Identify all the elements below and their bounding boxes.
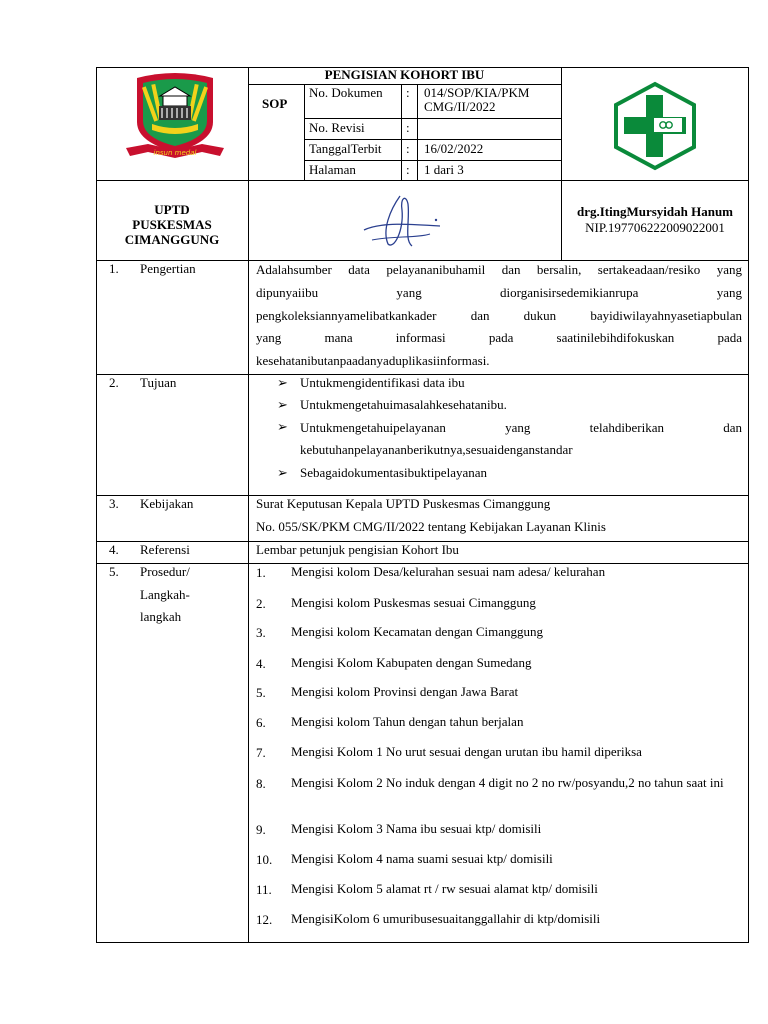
step-text: Mengisi kolom Desa/kelurahan sesuai nam adesa/ kelurahan <box>291 564 606 579</box>
puskesmas-logo-icon <box>612 81 698 171</box>
colon-col-left <box>401 84 402 180</box>
bullet-arrow-icon: ➢ <box>277 375 288 390</box>
org-line-2: PUSKESMAS <box>132 217 212 232</box>
meta-row-line-2 <box>304 139 561 140</box>
pengertian-line-2: dipunyaiibu yang diorganisirsedemikianrupa yang <box>256 285 742 300</box>
meta-label-halaman: Halaman <box>309 162 356 177</box>
step-number: 5. <box>256 685 266 700</box>
section-4-number: 4. <box>109 542 119 557</box>
section-4-label: Referensi <box>140 542 190 557</box>
bullet-arrow-icon: ➢ <box>277 465 288 480</box>
pengertian-line-4: yang mana informasi pada saatinilebihdifokuskan pada <box>256 330 742 345</box>
step-text: Mengisi Kolom 3 Nama ibu sesuai ktp/ domisili <box>291 821 542 836</box>
section-5-label-3: langkah <box>140 609 182 624</box>
pengertian-line-5: kesehatanibutanpaadanyaduplikasiinformasi. <box>256 353 490 368</box>
signer-nip: NIP.197706222009022001 <box>585 220 725 235</box>
section-5-label-1: Prosedur/ <box>140 564 190 579</box>
tujuan-item-3: Untukmengetahuipelayanan yang telahdiberikan dan <box>300 420 742 435</box>
step-number: 7. <box>256 745 266 760</box>
kebijakan-line-1: Surat Keputusan Kepala UPTD Puskesmas Cimanggung <box>256 496 551 511</box>
bullet-arrow-icon: ➢ <box>277 397 288 412</box>
meta-value-dokumen: 014/SOP/KIA/PKM CMG/II/2022 <box>424 85 530 115</box>
org-line-3: CIMANGGUNG <box>124 232 220 247</box>
step-number: 10. <box>256 852 273 867</box>
header-vline-left <box>248 67 249 943</box>
step-number: 2. <box>256 596 266 611</box>
emblem-motto: insun medal <box>153 149 197 157</box>
step-text: Mengisi kolom Puskesmas sesuai Cimanggung <box>291 595 536 610</box>
pengertian-line-3: pengkoleksiannyamelibatkankader dan dukun bayidiwilayahnyasetiapbulan <box>256 308 742 323</box>
section-5-number: 5. <box>109 564 119 579</box>
kabupaten-emblem-icon <box>122 72 228 164</box>
step-text: Mengisi Kolom 2 No induk dengan 4 digit no 2 no rw/posyandu,2 no tahun saat ini <box>291 775 724 790</box>
sop-col-divider <box>304 84 305 180</box>
meta-colon-halaman: : <box>406 162 410 177</box>
step-text: Mengisi Kolom 4 nama suami sesuai ktp/ domisili <box>291 851 553 866</box>
colon-col-right <box>417 84 418 180</box>
step-number: 3. <box>256 625 266 640</box>
meta-row-line-1 <box>304 118 561 119</box>
signature-icon <box>360 190 450 252</box>
step-text: Mengisi kolom Provinsi dengan Jawa Barat <box>291 684 519 699</box>
section-5-label-2: Langkah- <box>140 587 190 602</box>
section-1-number: 1. <box>109 261 119 276</box>
section-1-label: Pengertian <box>140 261 196 276</box>
header-divider <box>96 180 749 181</box>
referensi-text: Lembar petunjuk pengisian Kohort Ibu <box>256 542 459 557</box>
step-number: 8. <box>256 776 266 791</box>
section-2-label: Tujuan <box>140 375 177 390</box>
step-number: 4. <box>256 656 266 671</box>
meta-colon-tanggal: : <box>406 141 410 156</box>
doc-title: PENGISIAN KOHORT IBU <box>324 67 485 82</box>
step-text: Mengisi Kolom Kabupaten dengan Sumedang <box>291 655 532 670</box>
section-3-label: Kebijakan <box>140 496 194 511</box>
step-text: Mengisi Kolom 5 alamat rt / rw sesuai alamat ktp/ domisili <box>291 881 598 896</box>
step-number: 9. <box>256 822 266 837</box>
meta-label-revisi: No. Revisi <box>309 120 365 135</box>
tujuan-item-3-cont: kebutuhanpelayananberikutnya,sesuaidenganstandar <box>300 442 573 457</box>
step-text: Mengisi kolom Kecamatan dengan Cimanggung <box>291 624 544 639</box>
org-line-1: UPTD <box>154 202 190 217</box>
section-3-number: 3. <box>109 496 119 511</box>
step-text: Mengisi kolom Tahun dengan tahun berjalan <box>291 714 524 729</box>
step-number: 6. <box>256 715 266 730</box>
step-number: 12. <box>256 912 273 927</box>
tujuan-item-2: Untukmengetahuimasalahkesehatanibu. <box>300 397 507 412</box>
section-2-number: 2. <box>109 375 119 390</box>
meta-colon-revisi: : <box>406 120 410 135</box>
sop-label: SOP <box>262 96 288 111</box>
meta-value-tanggal: 16/02/2022 <box>424 141 484 156</box>
tujuan-item-4: Sebagaidokumentasibuktipelayanan <box>300 465 488 480</box>
step-text: Mengisi Kolom 1 No urut sesuai dengan urutan ibu hamil diperiksa <box>291 744 642 759</box>
kebijakan-line-2: No. 055/SK/PKM CMG/II/2022 tentang Kebijakan Layanan Klinis <box>256 519 606 534</box>
meta-row-line-3 <box>304 160 561 161</box>
meta-label-tanggal: TanggalTerbit <box>309 141 382 156</box>
meta-value-halaman: 1 dari 3 <box>424 162 464 177</box>
step-number: 1. <box>256 565 266 580</box>
signer-name: drg.ItingMursyidah Hanum <box>576 204 734 219</box>
pengertian-line-1: Adalahsumber data pelayananibuhamil dan bersalin, sertakeadaan/resiko yang <box>256 262 742 277</box>
meta-label-dokumen: No. Dokumen <box>309 85 383 100</box>
bullet-arrow-icon: ➢ <box>277 419 288 434</box>
step-text: MengisiKolom 6 umuribusesuaitanggallahir di ktp/domisili <box>291 911 601 926</box>
tujuan-item-1: Untukmengidentifikasi data ibu <box>300 375 465 390</box>
meta-colon-dokumen: : <box>406 85 410 100</box>
step-number: 11. <box>256 882 272 897</box>
